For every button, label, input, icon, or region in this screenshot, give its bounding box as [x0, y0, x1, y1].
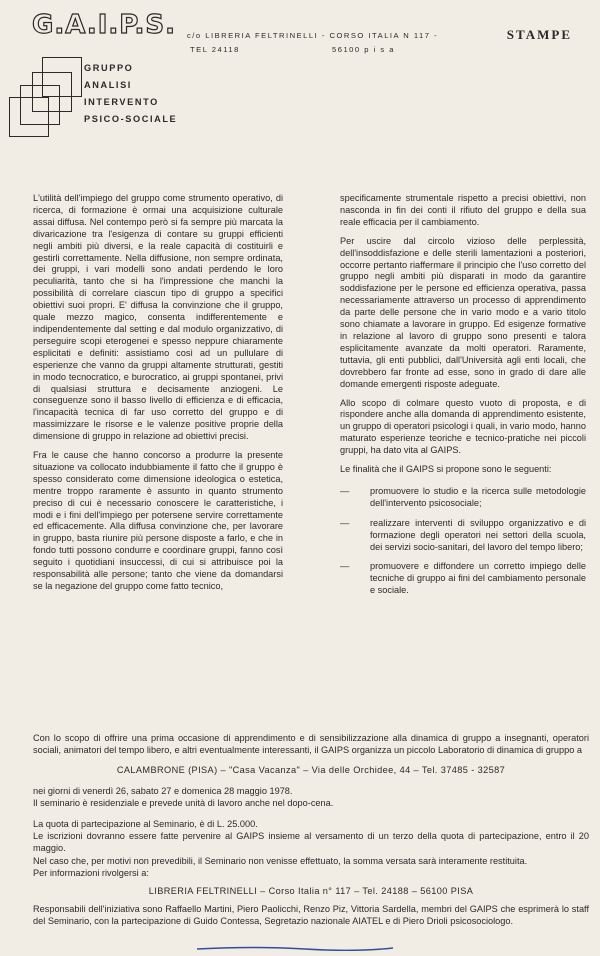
org-name	[84, 60, 177, 128]
left-column	[33, 193, 283, 593]
list-item	[340, 518, 586, 554]
org-name-line: INTERVENTO	[84, 97, 159, 107]
announcement-dates: nei giorni di venerdì 26, sabato 27 e domenica 28 maggio 1978.	[33, 785, 293, 796]
bullet-text: realizzare interventi di sviluppo organizzativo e di formazione degli operatori nei settori della scuola, dei servizi socio-sanitari, del lavoro del tempo libero;	[370, 517, 586, 552]
announcement-intro: Con lo scopo di offrire una prima occasione di apprendimento e di sensibilizzazione alla dinamica di gruppo a insegnanti, operatori sociali, animatori del tempo libero, e altri eventualmente interessanti, il GAIPS organizza un piccolo Laboratorio di dinamica di gruppo a	[33, 733, 589, 756]
paragraph: Le finalità che il GAIPS si propone sono le seguenti:	[340, 464, 552, 475]
announcement-registration: Le iscrizioni dovranno essere fatte pervenire al GAIPS insieme al versamento di un terzo della quota di partecipazione, entro il 20 maggio.	[33, 831, 589, 854]
announcement-residential: Il seminario è residenziale e prevede unità di lavoro anche nel dopo-cena.	[33, 797, 334, 808]
right-column	[340, 193, 586, 605]
bullet-text: promuovere e diffondere un corretto impiego delle tecniche di gruppo ai fini del cambiamento personale e sociale.	[370, 561, 586, 596]
announcement-fee: La quota di partecipazione al Seminario, è di L. 25.000.	[33, 819, 258, 830]
letterhead-city: 56100 p i s a	[332, 45, 395, 54]
list-item	[340, 486, 586, 510]
list-item	[340, 561, 586, 597]
announcement-venue: CALAMBRONE (PISA) – "Casa Vacanza" – Via delle Orchidee, 44 – Tel. 37485 - 32587	[116, 765, 506, 776]
announcement-refund: Nel caso che, per motivi non prevedibili, il Seminario non venisse effettuato, la somma versata sarà interamente restituita.	[33, 855, 528, 866]
stampe-label: STAMPE	[506, 27, 572, 42]
bullet-text: promuovere lo studio e la ricerca sulle metodologie dell'intervento psicosociale;	[370, 485, 586, 508]
paragraph: Allo scopo di colmare questo vuoto di proposta, e di rispondere anche alla domanda di apprendimento esistente, un gruppo di operatori psicologi i quali, in vario modo, hanno maturato esperienze teoriche e tecnico-pratiche nei piccoli gruppi, ha dato vita al GAIPS.	[340, 397, 586, 456]
paragraph: L'utilità dell'impiego del gruppo come strumento operativo, di ricerca, di formazione è ormai una acquisizione culturale assai diffusa. Nel contempo però si fa sempre più marcata la divaricazione tra l'esigenza di contare su gruppi efficienti negli ambiti più diversi, e la reale capacità di costituirli e gestirli correttamente. Nella diffusione, non sempre ordinata, dei gruppi, i vari modelli sono andati perdendo le loro peculiarità, tanto che si ha l'impressione che manchi la possibilità di correlare ciascun tipo di gruppo a specifici obiettivi suoi propri. E' diffusa la convinzione che il gruppo, quale mezzo magico, consenta indifferentemente e indipendentemente dal setting e dal modulo organizzativo, di perseguire scopi eterogenei e spesso neppure chiaramente esplicitati e definiti: assistiamo così ad un pullulare di esperienze che vanno da gruppi altamente strutturati, gestiti in modo tecnocratico, e burocratico, ai gruppi spontanei, privi di qualsiasi struttura e decisamente anziogeni. Le conseguenze sono il basso livello di efficienza e di efficacia, l'incapacità tecnica di far uso corretto del gruppo e di massimizzare le risorse e le valenze positive proprie della dimensione di gruppo in relazione ad obiettivi precisi.	[33, 193, 283, 442]
pen-underline	[195, 944, 395, 954]
org-name-line: GRUPPO	[84, 63, 134, 73]
letterhead-address-line1: c/o LIBRERIA FELTRINELLI - CORSO ITALIA N 117 -	[187, 31, 439, 40]
announcement-responsible: Responsabili dell'iniziativa sono Raffaello Martini, Piero Paolicchi, Renzo Piz, Vittoria Sardella, membri del GAIPS che esprimerà lo staff del Seminario, con la partecipazione di Guido Contessa, Segretazio nazionale AIATEL e di Piero Drioli psicosociologo.	[33, 904, 589, 927]
paragraph: Per uscire dal circolo vizioso delle perplessità, dell'insoddisfazione e delle sterili lamentazioni a posteriori, occorre pertanto riaffermare il principio che l'uso corretto del gruppo negli ambiti più disparati in modo da garantire soddisfazione per le persone ed efficienza operativa, passa necessariamente attraverso un processo di apprendimento da parte delle persone che in vario modo e a vario titolo sono chiamate a lavorare in gruppo. Ed esigenze formative in relazione al lavoro di gruppo sono presenti e talora esplicitamente avanzate da molti operatori. Raramente, tuttavia, gli enti pubblici, dall'Università agli enti locali, che dovrebbero far fronte ad esse, sono in grado di dare alle domande emergenti risposte adeguate.	[340, 235, 586, 389]
org-name-line: PSICO-SOCIALE	[84, 114, 178, 124]
gaips-logo: G.A.I.P.S.	[32, 10, 177, 40]
bullet-dash: —	[340, 561, 350, 572]
paragraph: Fra le cause che hanno concorso a produrre la presente situazione va collocato indubbiamente il fatto che il gruppo è spesso considerato come dimensione ideologica o estetica, mentre troppo raramente è assunto in quanto strumento preciso di cui è necessario conoscere le caratteristiche, i modi e i fini dell'impiego per potersene servire correttamente ed efficacemente. Alla diffusa convinzione che, per lavorare in gruppo, basta riunire più persone disposte a farlo, e che in fondo tutti possono condurre e coordinare gruppi, fanno così seguito i quotidiani insuccessi, di cui si attribuisce poi la responsabilità alle persone; tanto che viene da domandarsi se la negazione del gruppo come fatto tecnico,	[33, 450, 283, 591]
announcement-info-label: Per informazioni rivolgersi a:	[33, 867, 149, 878]
paragraph: specificamente strumentale rispetto a precisi obiettivi, non nasconda in fin dei conti il rifiuto del gruppo e della sua reale efficacia per il cambiamento.	[340, 193, 586, 227]
announcement-contact: LIBRERIA FELTRINELLI – Corso Italia n° 117 – Tel. 24188 – 56100 PISA	[148, 886, 474, 897]
seminar-announcement	[33, 732, 589, 928]
org-name-line: ANALISI	[84, 80, 132, 90]
letterhead-phone: TEL 24118	[190, 45, 240, 54]
bullet-dash: —	[340, 517, 350, 528]
bullet-dash: —	[340, 485, 350, 496]
